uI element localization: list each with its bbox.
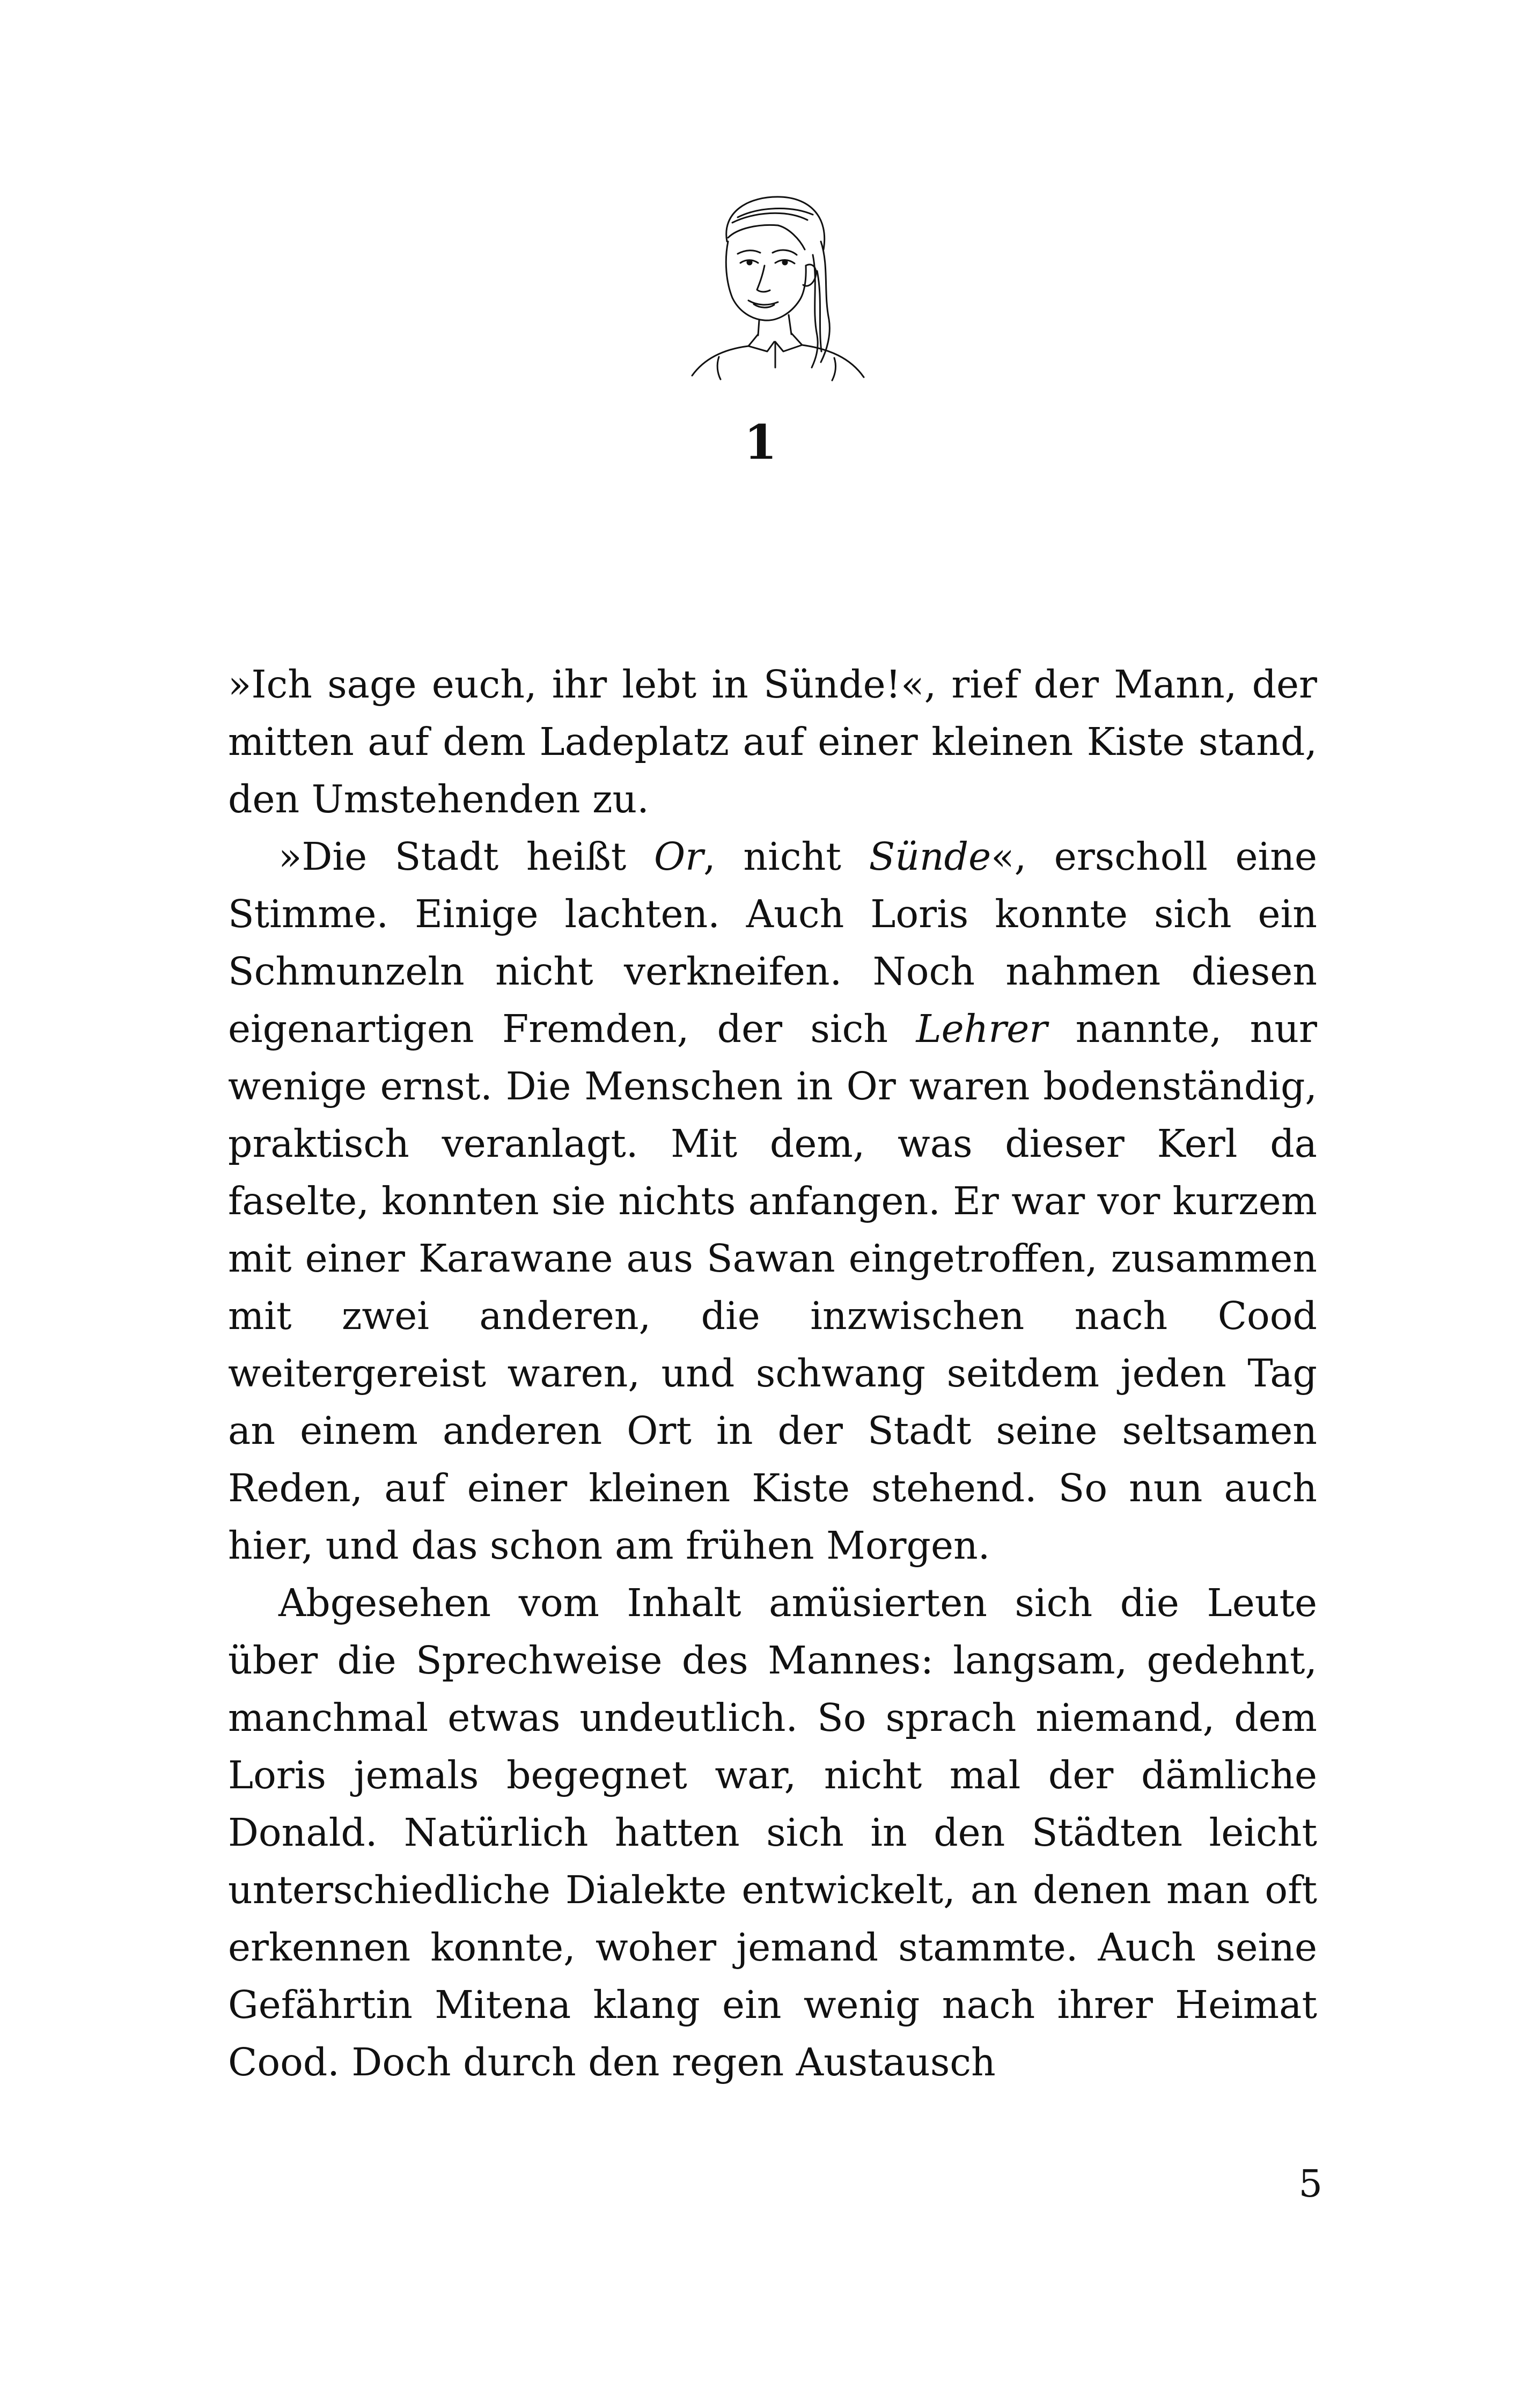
text-segment: »Die Stadt heißt: [278, 834, 655, 879]
chapter-body-text: [228, 656, 1317, 2091]
text-segment: , nicht: [703, 834, 869, 879]
text-segment: »Ich sage euch, ihr lebt in Sünde!«, rief der Mann, der mitten auf dem Ladeplatz auf einer kleinen Kiste stand, den Umstehenden zu.: [228, 662, 1317, 821]
italic-word-lehrer: Lehrer: [916, 1007, 1048, 1051]
italic-word-suende: Sünde: [869, 834, 991, 879]
paragraph-3: [228, 1574, 1317, 2091]
chapter-number: 1: [744, 414, 777, 470]
page-number: 5: [1298, 2162, 1322, 2206]
paragraph-1: [228, 656, 1317, 828]
chapter-portrait-illustration: [668, 190, 883, 384]
italic-word-or: Or: [654, 834, 704, 879]
text-segment: nannte, nur wenige ernst. Die Menschen in Or waren bodenständig, praktisch veranlagt. Mit dem, was dieser Kerl da faselte, konnten sie nichts anfangen. Er war vor kurzem mit einer Karawane aus Sawan eingetroffen, zusammen mit zwei anderen, die inzwischen nach Cood weitergereist waren, und schwang seitdem jeden Tag an einem anderen Ort in der Stadt seine seltsamen Reden, auf einer kleinen Kiste stehend. So nun auch hier, und das schon am frühen Morgen.: [228, 1007, 1317, 1568]
paragraph-2: [228, 828, 1317, 1574]
text-segment: «, erscholl eine Stimme. Einige lachten. Auch Loris konnte sich ein Schmunzeln nicht verkneifen. Noch nahmen diesen eigenartigen Fremden, der sich: [228, 834, 1317, 1051]
text-segment: Abgesehen vom Inhalt amüsierten sich die Leute über die Sprechweise des Mannes: langsam, gedehnt, manchmal etwas undeutlich. So sprach niemand, dem Loris jemals begegnet war, nicht mal der dämliche Donald. Natürlich hatten sich in den Städten leicht unterschiedliche Dialekte entwickelt, an denen man oft erkennen konnte, woher jemand stammte. Auch seine Gefährtin Mitena klang ein wenig nach ihrer Heimat Cood. Doch durch den regen Austausch: [228, 1581, 1317, 2084]
